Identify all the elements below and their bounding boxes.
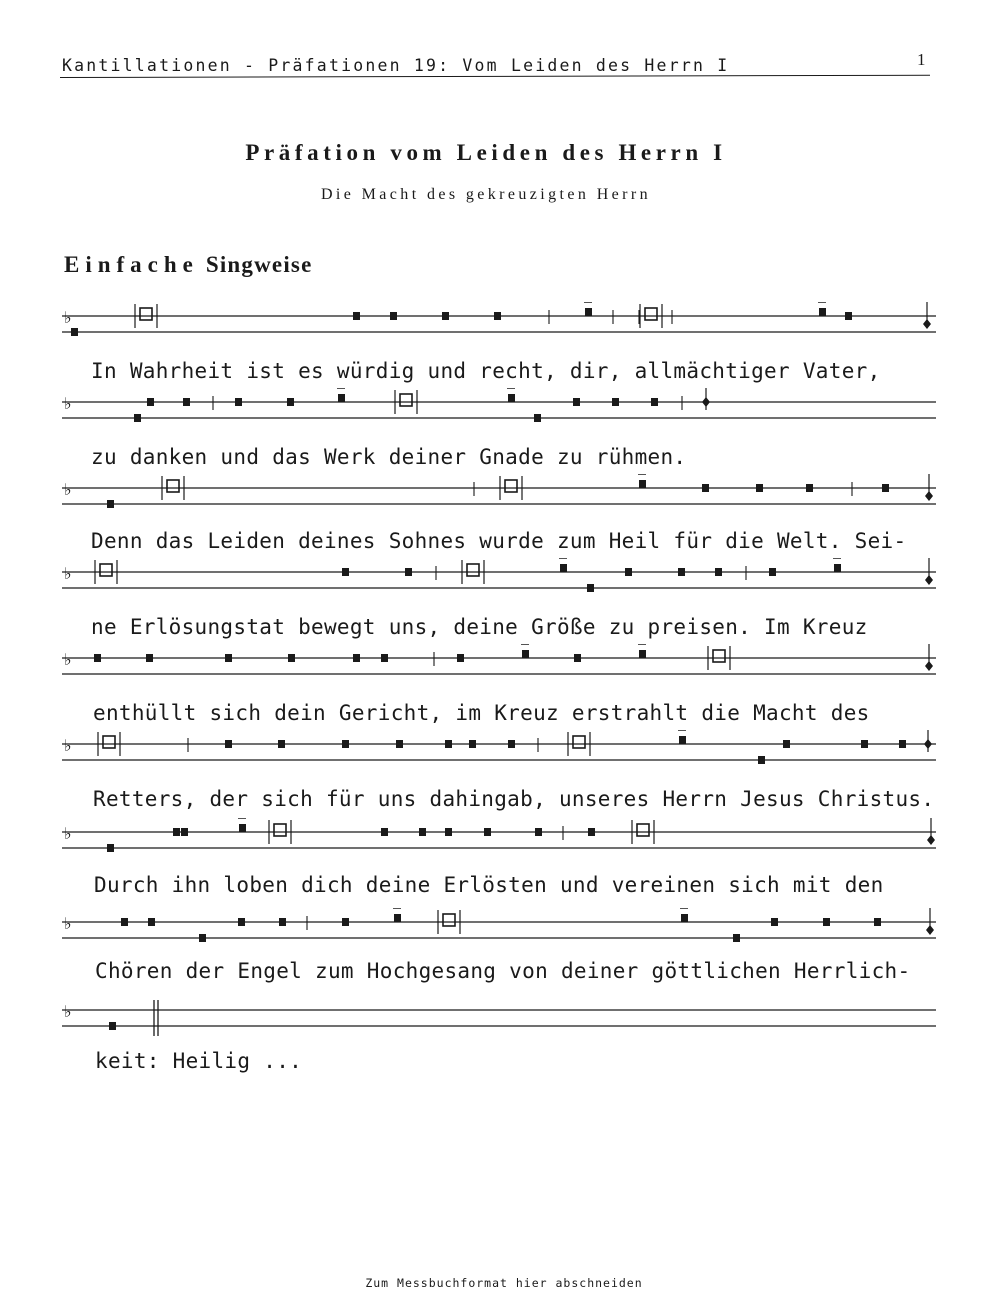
staff-7-mark-8-note [484, 828, 491, 836]
lyric-line-2: zu danken und das Werk deiner Gnade zu rühmen. [91, 445, 687, 469]
staff-3-notation [62, 474, 936, 514]
staff-1-mark-6-note [494, 312, 501, 320]
lyric-line-1: In Wahrheit ist es würdig und recht, dir, allmächtiger Vater, [91, 359, 881, 383]
staff-6-mark-14-note [783, 740, 790, 748]
staff-2-mark-3-note [183, 398, 190, 406]
staff-1-mark-14-note [845, 312, 852, 320]
staff-1-mark-2-box [140, 308, 152, 320]
staff-7-mark-6-note [419, 828, 426, 836]
section-title-spaced: Einfache [64, 252, 199, 277]
staff-7-mark-9-note [535, 828, 542, 836]
staff-8-mark-2-note [148, 918, 155, 926]
staff-7-mark-2-note-b [181, 828, 188, 836]
staff-2-notation [62, 388, 936, 428]
staff-1-mark-15-diamond [923, 319, 931, 329]
staff-5-mark-13-diamond [925, 661, 933, 671]
staff-4-mark-12-note [769, 568, 776, 576]
staff-4-mark-9 [678, 568, 685, 576]
staff-9-mark-2 [154, 1000, 158, 1036]
staff-2-mark-2-note [147, 398, 154, 406]
staff-5-mark-4 [288, 654, 295, 662]
staff-3-mark-1-note [107, 500, 114, 508]
staff-6-mark-15 [861, 740, 868, 748]
staff-4-mark-5-box [467, 564, 479, 576]
staff-6-mark-8-note [469, 740, 476, 748]
staff-8-mark-14-note [874, 918, 881, 926]
staff-6-mark-5 [342, 740, 349, 748]
staff-1 [62, 302, 936, 342]
staff-1-mark-4 [390, 312, 397, 320]
staff-4 [62, 558, 936, 598]
staff-2-mark-15 [702, 388, 710, 410]
staff-6-mark-9-note [508, 740, 515, 748]
staff-1-mark-14 [845, 312, 852, 320]
cut-instruction: Zum Messbuchformat hier abschneiden [365, 1276, 643, 1290]
staff-6-mark-3-note [225, 740, 232, 748]
staff-3-mark-1 [107, 500, 114, 508]
staff-7-mark-6 [419, 828, 426, 836]
staff-4-clef: ♭ [64, 564, 72, 583]
staff-9-clef: ♭ [64, 1002, 72, 1021]
staff-7-mark-1-note [107, 844, 114, 852]
staff-5-mark-10-note [574, 654, 581, 662]
staff-1-mark-11-box [645, 308, 657, 320]
staff-6-notation [62, 730, 936, 770]
staff-6-mark-4 [278, 740, 285, 748]
staff-2-mark-10-note [534, 414, 541, 422]
staff-2-mark-1-note [134, 414, 141, 422]
staff-5-mark-3-note [225, 654, 232, 662]
staff-8-mark-11-note [733, 934, 740, 942]
staff-2-mark-3 [183, 398, 190, 406]
staff-5-mark-6-note [381, 654, 388, 662]
staff-2-mark-5-note [235, 398, 242, 406]
staff-3-mark-7 [756, 484, 763, 492]
staff-8-notation [62, 908, 936, 948]
staff-7-mark-8 [484, 828, 491, 836]
staff-8-mark-3-note [199, 934, 206, 942]
staff-5-mark-8 [457, 654, 464, 662]
staff-2-mark-15-diamond [702, 397, 710, 407]
staff-4-mark-2-note [342, 568, 349, 576]
staff-8-mark-12 [771, 918, 778, 926]
staff-6-mark-7 [445, 740, 452, 748]
staff-1-notation [62, 302, 936, 342]
staff-8 [62, 908, 936, 948]
staff-9-mark-1 [109, 1022, 116, 1030]
staff-6-mark-1-box [103, 736, 115, 748]
staff-4-mark-8 [625, 568, 632, 576]
staff-4-mark-7 [587, 584, 594, 592]
staff-2-mark-12-note [612, 398, 619, 406]
staff-7-mark-5-note [381, 828, 388, 836]
staff-1-mark-4-note [390, 312, 397, 320]
staff-8-mark-15-diamond [926, 925, 934, 935]
staff-6-mark-3 [225, 740, 232, 748]
page-number: 1 [917, 50, 926, 69]
staff-8-mark-2 [148, 918, 155, 926]
staff-2-clef: ♭ [64, 394, 72, 413]
staff-1-mark-1-note [71, 328, 78, 336]
staff-8-mark-10 [680, 908, 688, 922]
staff-8-mark-8-note [394, 914, 401, 922]
staff-1-mark-8-note [585, 308, 592, 316]
staff-6-mark-7-note [445, 740, 452, 748]
staff-4-mark-13 [833, 558, 841, 572]
staff-3-mark-4-box [505, 480, 517, 492]
staff-7-mark-5 [381, 828, 388, 836]
staff-2-mark-1 [134, 414, 141, 422]
staff-4-mark-1-box [100, 564, 112, 576]
section-title-rest: Singweise [205, 252, 313, 277]
staff-1-mark-5-note [442, 312, 449, 320]
staff-6-mark-9 [508, 740, 515, 748]
staff-7-mark-12-box [637, 824, 649, 836]
staff-2-mark-5 [235, 398, 242, 406]
staff-5-mark-2-note [146, 654, 153, 662]
staff-6-mark-13 [758, 756, 765, 764]
staff-2-mark-7 [337, 388, 345, 402]
staff-1-mark-3 [353, 312, 360, 320]
staff-5-mark-4-note [288, 654, 295, 662]
staff-1-mark-1 [71, 328, 78, 336]
staff-6-clef: ♭ [64, 736, 72, 755]
lyric-line-8: Chören der Engel zum Hochgesang von deiner göttlichen Herrlich- [95, 959, 911, 983]
staff-5-notation [62, 644, 936, 684]
staff-9-notation [62, 996, 936, 1036]
staff-7-mark-7-note [445, 828, 452, 836]
staff-4-mark-9-note [678, 568, 685, 576]
staff-3-mark-7-note [756, 484, 763, 492]
staff-8-mark-4 [238, 918, 245, 926]
staff-8-mark-10-note [681, 914, 688, 922]
staff-5-mark-2 [146, 654, 153, 662]
staff-2-mark-8-box [400, 394, 412, 406]
staff-3-mark-8-note [806, 484, 813, 492]
staff-5-mark-11-note [639, 650, 646, 658]
staff-2-mark-6 [287, 398, 294, 406]
staff-3-clef: ♭ [64, 480, 72, 499]
staff-6-mark-13-note [758, 756, 765, 764]
staff-2-mark-13-note [651, 398, 658, 406]
staff-6-mark-6 [396, 740, 403, 748]
staff-7-mark-13-diamond [927, 835, 935, 845]
staff-3-mark-10-note [882, 484, 889, 492]
staff-4-notation [62, 558, 936, 598]
staff-8-mark-13-note [823, 918, 830, 926]
staff-4-mark-13-note [834, 564, 841, 572]
staff-1-mark-13-note [819, 308, 826, 316]
staff-2-mark-11 [573, 398, 580, 406]
lyric-line-9: keit: Heilig ... [95, 1049, 303, 1073]
staff-7-notation [62, 818, 936, 858]
staff-2-mark-7-note [338, 394, 345, 402]
staff-2-mark-2 [147, 398, 154, 406]
running-header: Kantillationen - Präfationen 19: Vom Leiden des Herrn I [62, 56, 730, 75]
staff-4-mark-3-note [405, 568, 412, 576]
staff-8-mark-12-note [771, 918, 778, 926]
staff-8-mark-7-note [342, 918, 349, 926]
staff-6-mark-15-note [861, 740, 868, 748]
staff-2-mark-9-note [508, 394, 515, 402]
staff-4-mark-6 [559, 558, 567, 572]
staff-8-mark-1-note [121, 918, 128, 926]
staff-5-mark-10 [574, 654, 581, 662]
staff-8-mark-7 [342, 918, 349, 926]
staff-2-mark-11-note [573, 398, 580, 406]
staff-7-mark-1 [107, 844, 114, 852]
staff-6-mark-6-note [396, 740, 403, 748]
staff-5-mark-11 [638, 644, 646, 658]
lyric-line-4: ne Erlösungstat bewegt uns, deine Größe zu preisen. Im Kreuz [91, 615, 868, 639]
staff-8-mark-11 [733, 934, 740, 942]
staff-7-mark-9 [535, 828, 542, 836]
staff-8-mark-3 [199, 934, 206, 942]
staff-7-mark-7 [445, 828, 452, 836]
staff-5-clef: ♭ [64, 650, 72, 669]
staff-5-mark-3 [225, 654, 232, 662]
staff-1-mark-8 [584, 302, 592, 316]
staff-8-mark-14 [874, 918, 881, 926]
staff-4-mark-2 [342, 568, 349, 576]
staff-3-mark-6-note [702, 484, 709, 492]
staff-7-mark-11 [588, 828, 595, 836]
staff-8-mark-13 [823, 918, 830, 926]
staff-7-mark-11-note [588, 828, 595, 836]
staff-5 [62, 644, 936, 684]
staff-5-mark-1 [94, 654, 101, 662]
page-subtitle: Die Macht des gekreuzigten Herrn [320, 186, 652, 203]
staff-6-mark-11-box [573, 736, 585, 748]
staff-4-mark-8-note [625, 568, 632, 576]
staff-8-mark-9-box [443, 914, 455, 926]
staff-2-mark-10 [534, 414, 541, 422]
staff-1-mark-5 [442, 312, 449, 320]
staff-3-mark-2-box [167, 480, 179, 492]
lyric-line-6: Retters, der sich für uns dahingab, unseres Herrn Jesus Christus. [93, 787, 935, 811]
staff-2-mark-13 [651, 398, 658, 406]
staff-2-mark-6-note [287, 398, 294, 406]
staff-8-mark-5-note [279, 918, 286, 926]
staff-1-mark-13 [818, 302, 826, 316]
staff-3-mark-10 [882, 484, 889, 492]
staff-5-mark-12-box [713, 650, 725, 662]
staff-3-mark-5 [638, 474, 646, 488]
staff-7-mark-3 [238, 818, 246, 832]
header-rule [60, 75, 930, 78]
staff-4-mark-10-note [715, 568, 722, 576]
staff-5-mark-5-note [353, 654, 360, 662]
staff-4-mark-3 [405, 568, 412, 576]
lyric-line-3: Denn das Leiden deines Sohnes wurde zum Heil für die Welt. Sei- [91, 529, 907, 553]
staff-8-mark-1 [121, 918, 128, 926]
staff-5-mark-1-note [94, 654, 101, 662]
staff-9 [62, 996, 936, 1036]
staff-6 [62, 730, 936, 770]
staff-6-mark-17 [924, 730, 932, 752]
staff-6-mark-17-diamond [924, 739, 932, 749]
staff-8-mark-5 [279, 918, 286, 926]
staff-3-mark-11-diamond [925, 491, 933, 501]
staff-4-mark-10 [715, 568, 722, 576]
staff-2-mark-9 [507, 388, 515, 402]
staff-2-mark-12 [612, 398, 619, 406]
staff-9-mark-1-note [109, 1022, 116, 1030]
staff-7-clef: ♭ [64, 824, 72, 843]
lyric-line-7: Durch ihn loben dich deine Erlösten und vereinen sich mit den [94, 873, 884, 897]
staff-7-mark-3-note [239, 824, 246, 832]
staff-5-mark-9 [521, 644, 529, 658]
staff-4-mark-14-diamond [925, 575, 933, 585]
staff-7 [62, 818, 936, 858]
staff-8-clef: ♭ [64, 914, 72, 933]
staff-1-mark-3-note [353, 312, 360, 320]
staff-3-mark-5-note [639, 480, 646, 488]
staff-6-mark-12-note [679, 736, 686, 744]
staff-3-mark-8 [806, 484, 813, 492]
staff-7-mark-2-note-a [173, 828, 180, 836]
staff-4-mark-12 [769, 568, 776, 576]
staff-4-mark-7-note [587, 584, 594, 592]
lyric-line-5: enthüllt sich dein Gericht, im Kreuz erstrahlt die Macht des [93, 701, 870, 725]
staff-7-mark-4-box [274, 824, 286, 836]
staff-6-mark-16-note [899, 740, 906, 748]
staff-6-mark-4-note [278, 740, 285, 748]
staff-4-mark-6-note [560, 564, 567, 572]
staff-3-mark-6 [702, 484, 709, 492]
staff-6-mark-12 [678, 730, 686, 744]
staff-5-mark-9-note [522, 650, 529, 658]
staff-3 [62, 474, 936, 514]
staff-5-mark-8-note [457, 654, 464, 662]
staff-6-mark-14 [783, 740, 790, 748]
section-title [64, 252, 313, 278]
page-title: Präfation vom Leiden des Herrn I [245, 140, 727, 165]
staff-6-mark-5-note [342, 740, 349, 748]
staff-6-mark-16 [899, 740, 906, 748]
staff-5-mark-6 [381, 654, 388, 662]
staff-8-mark-8 [393, 908, 401, 922]
staff-6-mark-8 [469, 740, 476, 748]
staff-2 [62, 388, 936, 428]
staff-1-clef: ♭ [64, 308, 72, 327]
staff-8-mark-4-note [238, 918, 245, 926]
staff-1-mark-6 [494, 312, 501, 320]
staff-5-mark-5 [353, 654, 360, 662]
